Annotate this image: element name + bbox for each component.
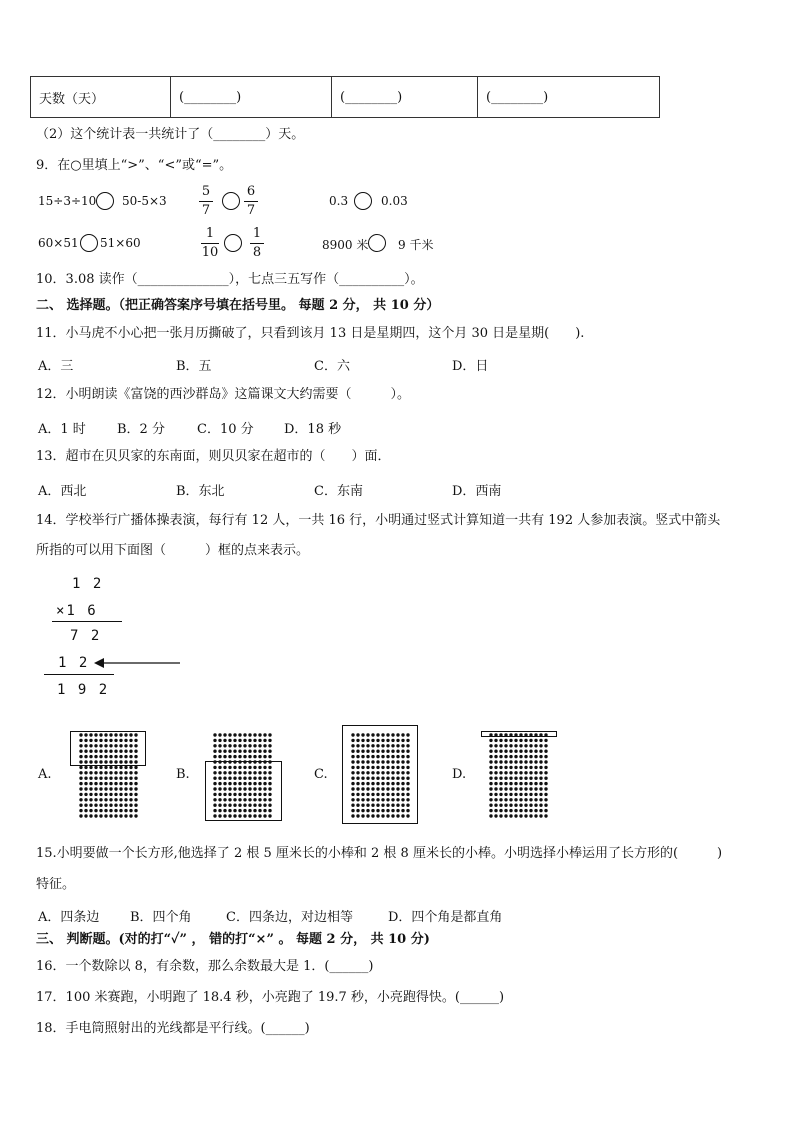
question-13: 13．超市在贝贝家的东南面，则贝贝家在超市的（ ）面．	[36, 449, 391, 464]
compare-circle[interactable]	[80, 234, 98, 252]
option-a[interactable]: A.	[38, 767, 52, 782]
question-14-line-2: 所指的可以用下面图（ ）框的点来表示。	[36, 543, 310, 558]
fraction	[250, 226, 264, 261]
calc-row-1: 1 2	[72, 576, 104, 592]
q9-r1a-right: 50-5×3	[122, 194, 167, 208]
dot-grid-d	[488, 732, 550, 824]
fraction-bar	[244, 201, 258, 202]
stats-table-row	[30, 76, 660, 118]
question-9-title: 9．在○里填上“>”、“<”或“=”。	[36, 158, 233, 173]
compare-circle[interactable]	[354, 192, 372, 210]
highlight-frame-b	[205, 761, 282, 821]
question-14-line-1: 14．学校举行广播体操表演，每行有 12 人，一共 16 行，小明通过竖式计算知道一共有 192 人参加表演。竖式中箭头	[36, 513, 721, 528]
highlight-frame-c	[342, 725, 418, 824]
question-8-2: （2）这个统计表一共统计了（________）天。	[36, 127, 305, 142]
option-b[interactable]: B.	[176, 767, 190, 782]
table-answer-cell-1[interactable]: (________)	[171, 77, 332, 117]
calc-rule	[44, 674, 114, 675]
option-b[interactable]: B．2 分	[117, 422, 165, 437]
question-15-line-1: 15.小明要做一个长方形,他选择了 2 根 5 厘米长的小棒和 2 根 8 厘米长的小棒。小明选择小棒运用了长方形的( )	[36, 846, 723, 861]
calc-rule	[52, 621, 122, 622]
compare-circle[interactable]	[96, 192, 114, 210]
option-d[interactable]: D．四个角是都直角	[388, 910, 503, 925]
compare-circle[interactable]	[224, 234, 242, 252]
option-a[interactable]: A．三	[38, 359, 74, 374]
option-a[interactable]: A．西北	[38, 484, 87, 499]
denominator: 7	[201, 203, 211, 218]
option-c[interactable]: C．10 分	[197, 422, 254, 437]
calc-row-3: 7 2	[70, 628, 102, 644]
calc-row-5: 1 9 2	[57, 682, 110, 698]
table-answer-cell-2[interactable]: (________)	[332, 77, 478, 117]
arrow-icon	[92, 655, 184, 671]
q9-r1c-right: 0.03	[381, 194, 408, 208]
option-c[interactable]: C．四条边，对边相等	[226, 910, 353, 925]
numerator: 1	[252, 226, 262, 241]
option-a[interactable]: A．四条边	[38, 910, 100, 925]
option-b[interactable]: B．四个角	[130, 910, 192, 925]
option-d[interactable]: D.	[452, 767, 467, 782]
calc-row-4: 1 2	[58, 655, 90, 671]
fraction	[201, 226, 219, 261]
fraction-bar	[201, 243, 219, 244]
highlight-frame-a	[70, 731, 146, 766]
fraction-bar	[199, 201, 213, 202]
question-17: 17．100 米赛跑，小明跑了 18.4 秒，小亮跑了 19.7 秒，小亮跑得快。(______)	[36, 990, 505, 1005]
question-15-line-2: 特征。	[36, 877, 76, 892]
q9-r1a-left: 15÷3÷10	[38, 194, 97, 208]
section-2-heading: 二、 选择题。（把正确答案序号填在括号里。 每题 2 分， 共 10 分）	[36, 298, 440, 313]
option-b[interactable]: B．东北	[176, 484, 225, 499]
question-11: 11．小马虎不小心把一张月历撕破了，只看到该月 13 日是星期四，这个月 30 日是星期( ).	[36, 326, 585, 341]
fraction-bar	[250, 243, 264, 244]
q9-r2c-right: 9 千米	[398, 238, 434, 252]
question-12: 12．小明朗读《富饶的西沙群岛》这篇课文大约需要（ ）。	[36, 387, 411, 402]
fraction	[244, 184, 258, 219]
option-c[interactable]: C．东南	[314, 484, 363, 499]
denominator: 10	[201, 245, 219, 260]
denominator: 8	[252, 245, 262, 260]
question-18: 18．手电筒照射出的光线都是平行线。(______)	[36, 1021, 310, 1036]
numerator: 5	[201, 184, 211, 199]
denominator: 7	[246, 203, 256, 218]
option-d[interactable]: D．日	[452, 359, 489, 374]
fraction	[199, 184, 213, 219]
option-b[interactable]: B．五	[176, 359, 212, 374]
option-c[interactable]: C．六	[314, 359, 350, 374]
table-answer-cell-3[interactable]: (________)	[486, 89, 549, 105]
section-3-heading: 三、 判断题。(对的打“✓” ， 错的打“×” 。 每题 2 分， 共 10 分)	[36, 932, 430, 947]
question-10: 10．3.08 读作（______________），七点三五写作（__________）。	[36, 272, 424, 287]
option-d[interactable]: D．18 秒	[284, 422, 342, 437]
compare-circle[interactable]	[222, 192, 240, 210]
numerator: 6	[246, 184, 256, 199]
q9-r1c-left: 0.3	[329, 194, 349, 208]
calc-row-2: ×1 6	[56, 603, 98, 619]
table-label-cell: 天数（天）	[31, 77, 171, 117]
q9-r2a-left: 60×51	[38, 236, 79, 250]
question-16: 16．一个数除以 8，有余数，那么余数最大是 1．(______)	[36, 959, 374, 974]
highlight-frame-d	[481, 731, 557, 737]
numerator: 1	[205, 226, 215, 241]
dot-array	[488, 732, 550, 820]
option-c[interactable]: C.	[314, 767, 328, 782]
option-d[interactable]: D．西南	[452, 484, 502, 499]
q9-r2a-right: 51×60	[100, 236, 141, 250]
q9-r2c-left: 8900 米	[322, 238, 369, 252]
option-a[interactable]: A．1 时	[38, 422, 86, 437]
compare-circle[interactable]	[368, 234, 386, 252]
